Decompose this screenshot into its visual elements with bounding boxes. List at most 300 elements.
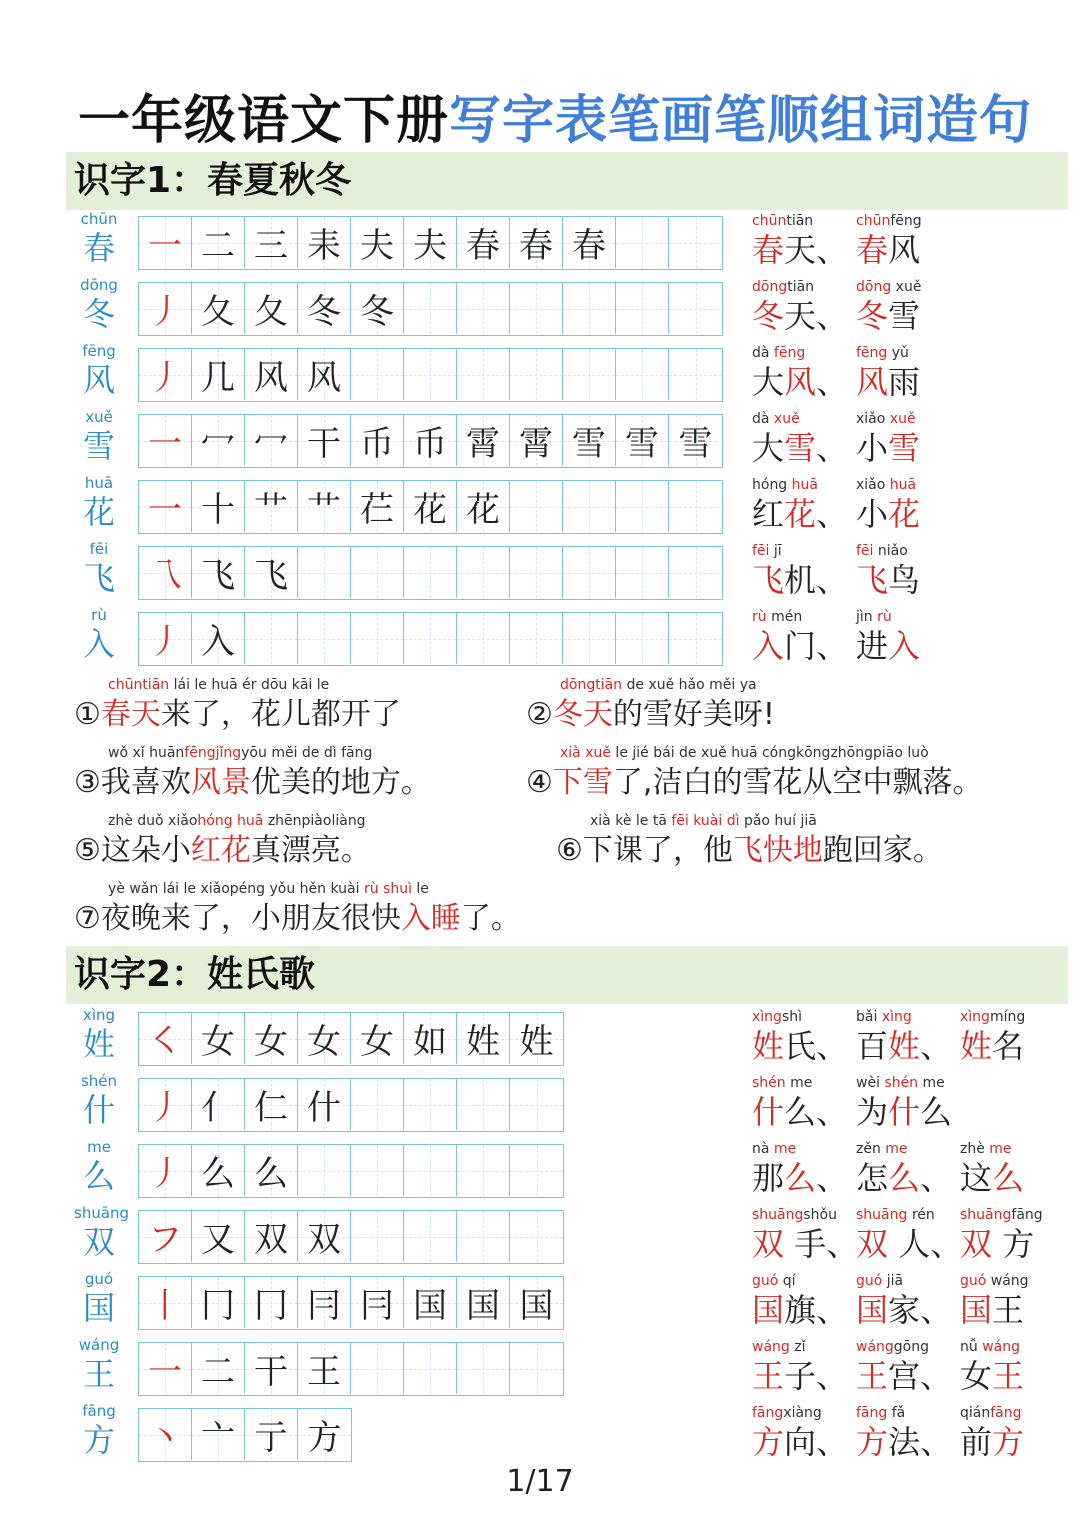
word-hanzi bbox=[960, 1026, 1025, 1066]
word-pinyin-text: xuě bbox=[895, 279, 922, 295]
stroke-cell bbox=[298, 481, 351, 532]
word-pinyin-highlight: me bbox=[989, 1141, 1012, 1157]
word-pinyin-highlight: chūn bbox=[752, 213, 787, 229]
word-hanzi bbox=[752, 626, 848, 666]
word-pinyin-text: jī bbox=[773, 543, 782, 559]
char-row bbox=[0, 408, 1080, 474]
sentence-hanzi-highlight: 冬天 bbox=[552, 697, 613, 732]
stroke-step: 花 bbox=[466, 490, 500, 530]
char-row bbox=[0, 1336, 1080, 1402]
word-pinyin bbox=[752, 278, 848, 296]
sentence-pinyin-highlight: fēngjǐng bbox=[184, 745, 242, 761]
char-pinyin: fēi bbox=[89, 540, 109, 558]
sentence-pinyin-text: zhēnpiàoliàng bbox=[263, 813, 366, 829]
word-hanzi bbox=[856, 1224, 962, 1264]
stroke-cell bbox=[616, 547, 669, 598]
word-hanzi-text: 、 bbox=[816, 495, 849, 533]
word-hanzi-highlight: 雪 bbox=[784, 429, 817, 467]
word-hanzi-text: 大 bbox=[752, 363, 785, 401]
word-pinyin bbox=[752, 1404, 848, 1422]
char-pinyin: fēng bbox=[82, 342, 116, 360]
word-hanzi-text: 王 bbox=[992, 1291, 1025, 1329]
stroke-cell bbox=[563, 283, 616, 334]
word-hanzi-highlight: 风 bbox=[784, 363, 817, 401]
word-pinyin-text: hóng bbox=[752, 477, 792, 493]
stroke-cell bbox=[298, 1277, 351, 1328]
stroke-cell bbox=[245, 613, 298, 664]
stroke-cell bbox=[139, 1145, 192, 1196]
word-hanzi-text: 家、 bbox=[888, 1291, 953, 1329]
stroke-step: 风 bbox=[254, 358, 288, 398]
stroke-cell bbox=[616, 415, 669, 466]
example-sentence bbox=[526, 676, 775, 736]
word-pinyin-highlight: fēng bbox=[856, 345, 892, 361]
word-group bbox=[856, 542, 920, 600]
example-sentence bbox=[74, 676, 401, 736]
word-pinyin-text: gōng bbox=[893, 1339, 930, 1355]
word-hanzi-text: 、 bbox=[816, 1159, 849, 1197]
word-hanzi bbox=[752, 296, 848, 336]
stroke-cell bbox=[298, 283, 351, 334]
stroke-cell bbox=[563, 415, 616, 466]
sentence-hanzi-highlight: 飞快地 bbox=[732, 833, 823, 868]
stroke-cell bbox=[139, 1211, 192, 1262]
stroke-cell bbox=[457, 283, 510, 334]
stroke-step: 几 bbox=[201, 358, 235, 398]
word-hanzi-text: 红 bbox=[752, 495, 785, 533]
word-hanzi-text: 这 bbox=[960, 1159, 993, 1197]
word-pinyin bbox=[752, 1074, 848, 1092]
stroke-step: 么 bbox=[201, 1154, 235, 1194]
sentence-hanzi bbox=[74, 898, 521, 940]
word-hanzi bbox=[752, 1092, 848, 1132]
word-pinyin-text: shǒu bbox=[803, 1207, 837, 1223]
sentence-number: ③ bbox=[74, 765, 101, 800]
stroke-cell bbox=[192, 1409, 245, 1460]
word-hanzi-highlight: 国 bbox=[856, 1291, 889, 1329]
word-hanzi-highlight: 雪 bbox=[888, 429, 921, 467]
sentence-number: ④ bbox=[526, 765, 553, 800]
word-hanzi-highlight: 什 bbox=[752, 1093, 785, 1131]
word-hanzi-highlight: 双 bbox=[752, 1225, 785, 1263]
word-pinyin-text: tiān bbox=[787, 279, 815, 295]
stroke-cell bbox=[139, 1079, 192, 1130]
stroke-step: 王 bbox=[307, 1352, 341, 1392]
stroke-cell bbox=[669, 415, 722, 466]
word-hanzi-highlight: 入 bbox=[888, 627, 921, 665]
sentence-pinyin-text: wǒ xǐ huān bbox=[108, 745, 185, 761]
sentence-hanzi-text: 跑回家。 bbox=[822, 833, 943, 868]
char-pinyin: wáng bbox=[78, 1336, 120, 1354]
stroke-cell bbox=[669, 283, 722, 334]
stroke-step: 么 bbox=[254, 1154, 288, 1194]
stroke-step: 国 bbox=[519, 1286, 554, 1326]
char-pinyin: xìng bbox=[82, 1006, 116, 1024]
word-pinyin-text: niǎo bbox=[877, 543, 908, 559]
stroke-cell bbox=[616, 217, 669, 268]
word-pinyin-highlight: xìng bbox=[960, 1009, 990, 1025]
word-group bbox=[752, 1272, 848, 1330]
stroke-cell bbox=[404, 547, 457, 598]
char-block bbox=[74, 1138, 124, 1196]
word-hanzi-highlight: 花 bbox=[888, 495, 921, 533]
stroke-cell bbox=[298, 1145, 351, 1196]
stroke-cell bbox=[245, 1277, 298, 1328]
stroke-cell bbox=[192, 1211, 245, 1262]
word-pinyin bbox=[856, 1008, 952, 1026]
word-pinyin bbox=[856, 1404, 952, 1422]
sentence-hanzi-highlight: 风景 bbox=[190, 765, 251, 800]
sentence-pinyin-text: le jié bái de xuě huā cóngkōngzhōngpiāo luò bbox=[610, 745, 929, 761]
stroke-cell bbox=[139, 613, 192, 664]
word-pinyin-text: nà bbox=[752, 1141, 774, 1157]
stroke-grid bbox=[138, 216, 723, 270]
stroke-cell bbox=[139, 547, 192, 598]
word-hanzi-text: 人、 bbox=[888, 1225, 963, 1263]
word-pinyin-text: mén bbox=[771, 609, 803, 625]
stroke-step: 丿 bbox=[148, 358, 182, 398]
stroke-cell bbox=[404, 481, 457, 532]
word-hanzi bbox=[752, 1224, 858, 1264]
word-hanzi-text: 向、 bbox=[784, 1423, 849, 1461]
stroke-cell bbox=[351, 1145, 404, 1196]
word-group bbox=[752, 344, 848, 402]
stroke-step: 丿 bbox=[148, 1154, 182, 1194]
sentence-pinyin-text: pǎo huí jiā bbox=[739, 813, 817, 829]
word-hanzi bbox=[856, 1026, 952, 1066]
stroke-cell bbox=[139, 1343, 192, 1394]
sentence-number: ② bbox=[526, 697, 553, 732]
char-pinyin: shén bbox=[80, 1072, 118, 1090]
char-hanzi: 春 bbox=[82, 229, 115, 267]
sentence-pinyin-text: zhè duǒ xiǎo bbox=[108, 813, 198, 829]
stroke-step: 双 bbox=[254, 1220, 288, 1260]
stroke-step: 耒 bbox=[307, 226, 341, 266]
word-hanzi-highlight: 方 bbox=[856, 1423, 889, 1461]
word-pinyin-highlight: fēng bbox=[773, 345, 806, 361]
stroke-cell bbox=[457, 1079, 510, 1130]
word-hanzi-highlight: 么 bbox=[992, 1159, 1025, 1197]
word-hanzi-text: 名 bbox=[992, 1027, 1025, 1065]
word-pinyin-text: dà bbox=[752, 411, 774, 427]
sentence-hanzi-text: 优美的地方。 bbox=[250, 765, 431, 800]
stroke-cell bbox=[298, 1211, 351, 1262]
stroke-step: 夂 bbox=[201, 292, 235, 332]
word-pinyin-highlight: wáng bbox=[752, 1339, 795, 1355]
char-hanzi: 方 bbox=[82, 1421, 115, 1459]
word-pinyin-highlight: shuāng bbox=[960, 1207, 1012, 1223]
stroke-step: 夫 bbox=[413, 226, 447, 266]
word-group bbox=[856, 1206, 962, 1264]
char-block bbox=[74, 408, 124, 466]
word-hanzi-text: 小 bbox=[856, 429, 889, 467]
stroke-grid bbox=[138, 546, 723, 600]
section-heading-2: 识字2：姓氏歌 bbox=[66, 946, 1068, 1004]
stroke-grid bbox=[138, 282, 723, 336]
word-pinyin-text: yǔ bbox=[891, 345, 909, 361]
word-pinyin-text: zǐ bbox=[794, 1339, 806, 1355]
stroke-grid bbox=[138, 612, 723, 666]
word-hanzi-highlight: 王 bbox=[992, 1357, 1025, 1395]
word-pinyin-highlight: xuě bbox=[889, 411, 916, 427]
sentence-pinyin-highlight: dōngtiān bbox=[560, 677, 623, 693]
word-pinyin-highlight: rù bbox=[752, 609, 772, 625]
example-sentence bbox=[556, 812, 943, 872]
word-pinyin-text: jìn bbox=[856, 609, 878, 625]
word-pinyin-highlight: xìng bbox=[881, 1009, 912, 1025]
word-pinyin-text: míng bbox=[989, 1009, 1026, 1025]
stroke-step: ㇛ bbox=[148, 1022, 182, 1062]
stroke-step: 如 bbox=[413, 1022, 447, 1062]
title-part1: 一年级语文下册 bbox=[78, 91, 450, 151]
word-group bbox=[960, 1272, 1029, 1330]
word-group bbox=[856, 344, 920, 402]
sentence-hanzi-text: 夜晚来了，小朋友很快 bbox=[100, 901, 401, 936]
char-row bbox=[0, 474, 1080, 540]
char-block bbox=[74, 1006, 124, 1064]
word-hanzi bbox=[752, 1422, 848, 1462]
example-sentence bbox=[74, 880, 521, 940]
stroke-cell bbox=[192, 1277, 245, 1328]
stroke-cell bbox=[404, 1145, 457, 1196]
word-pinyin-text: rén bbox=[911, 1207, 935, 1223]
stroke-cell bbox=[245, 1343, 298, 1394]
stroke-step: 春 bbox=[466, 226, 500, 266]
sentence-pinyin bbox=[526, 744, 982, 762]
sentence-pinyin-highlight: fēi kuài dì bbox=[671, 813, 740, 829]
word-pinyin bbox=[960, 1206, 1043, 1224]
stroke-cell bbox=[404, 283, 457, 334]
word-hanzi bbox=[960, 1422, 1024, 1462]
stroke-step: 丿 bbox=[148, 1088, 182, 1128]
word-pinyin-text: xiǎo bbox=[856, 477, 890, 493]
sentence-hanzi-text: 我喜欢 bbox=[100, 765, 191, 800]
word-hanzi-text: 进 bbox=[856, 627, 889, 665]
stroke-cell bbox=[457, 1211, 510, 1262]
stroke-step: 冂 bbox=[201, 1286, 235, 1326]
stroke-cell bbox=[192, 349, 245, 400]
word-hanzi-text: 旗、 bbox=[784, 1291, 849, 1329]
stroke-step: 二 bbox=[201, 226, 235, 266]
word-hanzi bbox=[856, 1422, 952, 1462]
char-hanzi: 雪 bbox=[82, 427, 115, 465]
word-pinyin bbox=[752, 476, 848, 494]
word-group bbox=[856, 608, 920, 666]
stroke-cell bbox=[139, 1409, 192, 1460]
stroke-cell bbox=[351, 349, 404, 400]
stroke-step: 女 bbox=[201, 1022, 235, 1062]
stroke-cell bbox=[510, 1211, 563, 1262]
stroke-cell bbox=[192, 481, 245, 532]
word-pinyin-highlight: guó bbox=[960, 1273, 991, 1289]
stroke-cell bbox=[139, 415, 192, 466]
stroke-cell bbox=[457, 1145, 510, 1196]
stroke-step: 又 bbox=[201, 1220, 235, 1260]
char-block bbox=[74, 1402, 124, 1460]
char-block bbox=[74, 1270, 124, 1328]
word-hanzi bbox=[752, 560, 848, 600]
word-pinyin bbox=[960, 1008, 1025, 1026]
stroke-cell bbox=[563, 217, 616, 268]
word-group bbox=[856, 410, 920, 468]
sentence-hanzi-text: 真漂亮。 bbox=[250, 833, 371, 868]
stroke-grid bbox=[138, 1144, 564, 1198]
stroke-grid bbox=[138, 1012, 564, 1066]
word-pinyin-highlight: guó bbox=[856, 1273, 887, 1289]
stroke-cell bbox=[192, 1079, 245, 1130]
stroke-cell bbox=[351, 1079, 404, 1130]
stroke-step: 雪 bbox=[625, 424, 659, 464]
stroke-cell bbox=[510, 1013, 563, 1064]
word-group bbox=[752, 1140, 848, 1198]
stroke-cell bbox=[192, 1343, 245, 1394]
word-pinyin-highlight: huā bbox=[889, 477, 917, 493]
word-pinyin-text: zěn bbox=[856, 1141, 886, 1157]
word-pinyin bbox=[856, 344, 920, 362]
word-hanzi-text: 手、 bbox=[784, 1225, 859, 1263]
stroke-grid bbox=[138, 1342, 564, 1396]
stroke-cell bbox=[404, 1013, 457, 1064]
word-hanzi-text: 门、 bbox=[784, 627, 849, 665]
stroke-grid bbox=[138, 1210, 564, 1264]
sentence-pinyin-text: le bbox=[411, 881, 429, 897]
stroke-cell bbox=[139, 481, 192, 532]
stroke-cell bbox=[245, 547, 298, 598]
word-group bbox=[856, 1008, 952, 1066]
char-block bbox=[74, 474, 124, 532]
stroke-step: 入 bbox=[201, 622, 235, 662]
stroke-step: 冃 bbox=[307, 1286, 341, 1326]
word-pinyin-text: wèi bbox=[856, 1075, 885, 1091]
stroke-step: 冬 bbox=[307, 292, 341, 332]
word-hanzi bbox=[960, 1356, 1024, 1396]
stroke-cell bbox=[298, 1013, 351, 1064]
word-group bbox=[856, 1404, 952, 1462]
char-block bbox=[74, 210, 124, 268]
stroke-step: 亻 bbox=[201, 1088, 235, 1128]
word-pinyin-text: fāng bbox=[1011, 1207, 1043, 1223]
sentence-hanzi bbox=[74, 830, 371, 872]
stroke-step: 二 bbox=[201, 1352, 235, 1392]
stroke-step: 姓 bbox=[519, 1022, 554, 1062]
word-pinyin-highlight: shén bbox=[884, 1075, 923, 1091]
word-pinyin-highlight: fāng bbox=[856, 1405, 892, 1421]
stroke-cell bbox=[245, 217, 298, 268]
sentence-hanzi bbox=[526, 762, 982, 804]
stroke-cell bbox=[192, 415, 245, 466]
word-pinyin-highlight: huā bbox=[791, 477, 818, 493]
stroke-grid bbox=[138, 480, 723, 534]
stroke-cell bbox=[139, 217, 192, 268]
stroke-step: 春 bbox=[572, 226, 606, 266]
stroke-cell bbox=[510, 415, 563, 466]
stroke-cell bbox=[510, 1079, 563, 1130]
title-part2: 写字表笔画笔顺组词造句 bbox=[449, 91, 1033, 151]
stroke-cell bbox=[245, 415, 298, 466]
word-pinyin bbox=[856, 1338, 952, 1356]
char-hanzi: 风 bbox=[82, 361, 115, 399]
word-pinyin-highlight: dōng bbox=[752, 279, 788, 295]
word-hanzi-text: 、 bbox=[920, 1159, 953, 1197]
word-hanzi-text: 前 bbox=[960, 1423, 993, 1461]
char-hanzi: 姓 bbox=[82, 1025, 115, 1063]
word-hanzi bbox=[960, 1290, 1029, 1330]
stroke-grid bbox=[138, 1078, 564, 1132]
word-hanzi-text: 百 bbox=[856, 1027, 889, 1065]
word-pinyin bbox=[856, 1140, 952, 1158]
stroke-cell bbox=[351, 613, 404, 664]
stroke-cell bbox=[510, 1343, 563, 1394]
stroke-cell bbox=[404, 1343, 457, 1394]
char-pinyin: fāng bbox=[82, 1402, 116, 1420]
char-hanzi: 么 bbox=[82, 1157, 115, 1195]
stroke-cell bbox=[192, 217, 245, 268]
word-hanzi-highlight: 冬 bbox=[752, 297, 785, 335]
word-group bbox=[960, 1338, 1024, 1396]
stroke-cell bbox=[669, 481, 722, 532]
word-pinyin bbox=[752, 1338, 848, 1356]
char-pinyin: chūn bbox=[80, 210, 118, 228]
stroke-cell bbox=[669, 217, 722, 268]
stroke-cell bbox=[139, 1277, 192, 1328]
word-pinyin bbox=[752, 1140, 848, 1158]
word-pinyin-highlight: rù bbox=[877, 609, 892, 625]
word-hanzi-highlight: 国 bbox=[960, 1291, 993, 1329]
word-hanzi bbox=[752, 1290, 848, 1330]
sentence-pinyin-highlight: xià xuě bbox=[560, 745, 611, 761]
stroke-cell bbox=[457, 217, 510, 268]
stroke-step: 冖 bbox=[201, 424, 235, 464]
word-hanzi-text: 氏、 bbox=[784, 1027, 849, 1065]
sentence-hanzi-highlight: 入睡 bbox=[400, 901, 461, 936]
stroke-cell bbox=[457, 1277, 510, 1328]
word-hanzi-text: 么 bbox=[920, 1093, 953, 1131]
word-pinyin-highlight: shuāng bbox=[856, 1207, 912, 1223]
word-group bbox=[960, 1140, 1024, 1198]
stroke-grid bbox=[138, 1276, 564, 1330]
sentence-pinyin bbox=[74, 812, 371, 830]
word-pinyin bbox=[856, 542, 920, 560]
word-pinyin-highlight: wáng bbox=[856, 1339, 894, 1355]
word-hanzi bbox=[856, 1158, 952, 1198]
word-hanzi-highlight: 入 bbox=[752, 627, 785, 665]
word-pinyin-highlight: me bbox=[885, 1141, 908, 1157]
word-hanzi bbox=[752, 230, 848, 270]
word-pinyin-text: wáng bbox=[990, 1273, 1029, 1289]
sentence-hanzi bbox=[74, 762, 431, 804]
stroke-step: 霄 bbox=[466, 424, 500, 464]
char-pinyin: me bbox=[87, 1138, 111, 1156]
word-hanzi-text: 大 bbox=[752, 429, 785, 467]
word-pinyin-text: xiàng bbox=[783, 1405, 822, 1421]
sentence-pinyin-text: xià kè le tā bbox=[590, 813, 672, 829]
stroke-cell bbox=[510, 217, 563, 268]
word-group bbox=[752, 1074, 848, 1132]
stroke-cell bbox=[192, 1145, 245, 1196]
word-hanzi-highlight: 风 bbox=[856, 363, 889, 401]
sentence-pinyin-highlight: hóng huā bbox=[197, 813, 264, 829]
char-pinyin: dōng bbox=[80, 276, 118, 294]
stroke-cell bbox=[351, 481, 404, 532]
sentence-hanzi-highlight: 春天 bbox=[100, 697, 161, 732]
word-hanzi bbox=[752, 1356, 848, 1396]
stroke-cell bbox=[457, 613, 510, 664]
sentence-hanzi-text: 这朵小 bbox=[100, 833, 191, 868]
char-block bbox=[74, 1204, 130, 1262]
word-hanzi-highlight: 花 bbox=[784, 495, 817, 533]
stroke-cell bbox=[139, 1013, 192, 1064]
word-hanzi-text: 法、 bbox=[888, 1423, 953, 1461]
